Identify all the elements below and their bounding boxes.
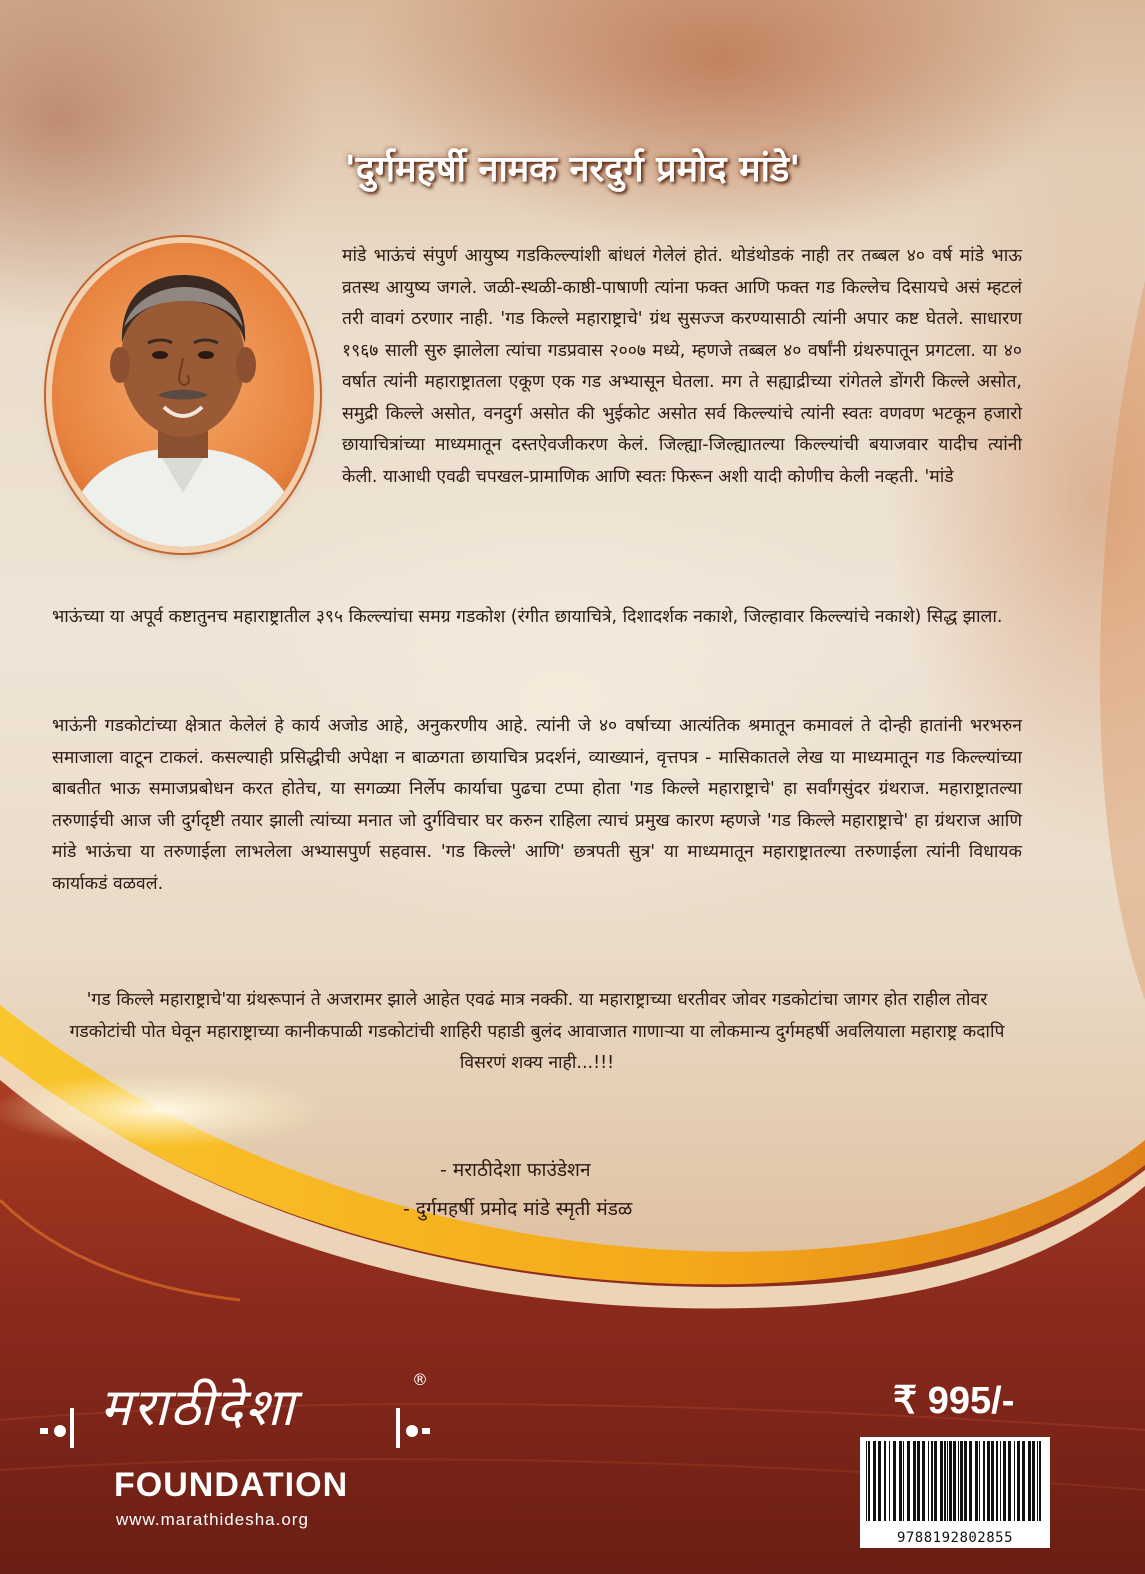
barcode-bar	[934, 1441, 937, 1521]
barcode-bar	[964, 1441, 967, 1521]
barcode-bar	[1008, 1441, 1011, 1521]
website-url[interactable]: www.marathidesha.org	[116, 1510, 309, 1529]
barcode-bars	[860, 1437, 1050, 1527]
barcode-bar	[996, 1441, 998, 1521]
barcode-bar	[940, 1441, 943, 1521]
barcode	[860, 1437, 1050, 1548]
barcode-bar	[958, 1441, 959, 1521]
barcode-bar	[969, 1441, 972, 1521]
barcode-bar	[975, 1441, 978, 1521]
barcode-bar	[1003, 1441, 1006, 1521]
paragraph-intro-continued: भाऊंच्या या अपूर्व कष्टातुनच महाराष्ट्रातील ३९५ किल्ल्यांचा समग्र गडकोश (रंगीत छायाचित्रे, दिशादर्शक नकाशे, जिल्हावार किल्ल्यांचे नकाशे) सिद्ध झाला.	[52, 607, 1003, 627]
isbn-number: 9788192802855	[896, 1530, 1014, 1546]
barcode-bar	[991, 1441, 994, 1521]
barcode-bar	[913, 1441, 916, 1521]
barcode-bar	[922, 1441, 925, 1521]
barcode-bar	[931, 1441, 933, 1521]
paragraph-work: भाऊंनी गडकोटांच्या क्षेत्रात केलेलं हे कार्य अजोड आहे, अनुकरणीय आहे. त्यांनी जे ४० वर्षाच्या आत्यंतिक श्रमातून कमावलं ते दोन्ही हातांनी भरभरुन समाजाला वाटून टाकलं. कसल्याही प्रसिद्धीची अपेक्षा न बाळगता छायाचित्र प्रदर्शनं, व्याख्यानं, वृत्तपत्र - मासिकातले लेख या माध्यमातून गड किल्ल्यांच्या बाबतीत भाऊ समाजप्रबोधन करत होतेच, या सगळ्या निर्लेप कार्याचा पुढचा टप्पा होता 'गड किल्ले महाराष्ट्राचे' हा सर्वांगसुंदर ग्रंथराज. महाराष्ट्रातल्या तरुणाईची आज जी दुर्गदृष्टी तयार झाली त्यांच्या मनात जो दुर्गविचार घर करुन राहिला त्याचं प्रमुख कारण म्हणजे 'गड किल्ले महाराष्ट्राचे' हा ग्रंथराज आणि मांडे भाऊंचा या तरुणाईला लाभलेला अभ्यासपुर्ण सहवास. 'गड किल्ले' आणि' छत्रपती सुत्र' या माध्यमातून महाराष्ट्रातल्या तरुणाईला त्यांनी विधायक कार्याकडं वळवलं.	[52, 716, 1022, 894]
barcode-bar	[979, 1441, 980, 1521]
barcode-bar	[868, 1441, 870, 1521]
barcode-bar	[893, 1441, 896, 1521]
page-title: 'दुर्गमहर्षी नामक नरदुर्ग प्रमोद मांडे'	[344, 149, 801, 190]
barcode-bar	[889, 1441, 890, 1521]
barcode-bar	[960, 1441, 963, 1521]
portrait-photo	[52, 243, 314, 547]
barcode-bar	[1017, 1441, 1020, 1521]
logo-wordmark: मराठीदेशा	[100, 1378, 296, 1438]
barcode-bar	[987, 1441, 990, 1521]
barcode-bar	[899, 1441, 902, 1521]
barcode-bar	[903, 1441, 904, 1521]
barcode-bar	[873, 1441, 876, 1521]
barcode-bar	[1014, 1441, 1015, 1521]
barcode-bar	[907, 1441, 910, 1521]
barcode-bar	[953, 1441, 956, 1521]
registered-mark: ®	[412, 1370, 428, 1389]
barcode-bar	[866, 1441, 867, 1521]
portrait-illustration	[52, 243, 314, 547]
barcode-bar	[1039, 1441, 1041, 1521]
barcode-bar	[983, 1441, 985, 1521]
signature-smruti-mandal: - दुर्गमहर्षी प्रमोद मांडे स्मृती मंडळ	[403, 1198, 633, 1220]
barcode-bar	[1022, 1441, 1025, 1521]
paragraph-intro: मांडे भाऊंचं संपुर्ण आयुष्य गडकिल्ल्यांशी बांधलं गेलेलं होतं. थोडंथोडकं नाही तर तब्बल ४० वर्ष मांडे भाऊ व्रतस्थ आयुष्य जगले. जळी-स्थळी-काष्ठी-पाषाणी त्यांना फक्त आणि फक्त गड किल्लेच दिसायचे असं म्हटलं तरी वावगं ठरणार नाही. 'गड किल्ले महाराष्ट्राचे' ग्रंथ सुसज्ज करण्यासाठी त्यांनी अपार कष्ट घेतले. साधारण १९६७ साली सुरु झालेला त्यांचा गडप्रवास २००७ मध्ये, म्हणजे तब्बल ४० वर्षांनी ग्रंथरुपातून प्रगटला. या ४० वर्षात त्यांनी महाराष्ट्रातला एकूण एक गड अभ्यासून घेतला. मग ते सह्याद्रीच्या रांगेतले डोंगरी किल्ले असोत, समुद्री किल्ले असोत, वनदुर्ग असोत की भुईकोट असोत सर्व किल्ल्यांचे त्यांनी स्वतः वणवण भटकून हजारो छायाचित्रांच्या माध्यमातून दस्तऐवजीकरण केलं. जिल्ह्या-जिल्ह्यातल्या किल्ल्यांची बयाजवार यादीच त्यांनी केली. याआधी एवढी चपखल-प्रामाणिक आणि स्वतः फिरून अशी यादी कोणीच केली नव्हती. 'मांडे	[342, 246, 1022, 487]
barcode-bar	[1032, 1441, 1035, 1521]
paragraph-tribute: 'गड किल्ले महाराष्ट्राचे'या ग्रंथरूपानं ते अजरामर झाले आहेत एवढं मात्र नक्की. या महाराष्ट्राच्या धरतीवर जोवर गडकोटांचा जागर होत राहील तोवर गडकोटांची पोत घेवून महाराष्ट्राच्या कानीकपाळी गडकोटांची शाहिरी पहाडी बुलंद आवाजात गाणाऱ्या या लोकमान्य दुर्गमहर्षी अवलियाला महाराष्ट्र कदापि विसरणं शक्य नाही...!!!	[69, 990, 1005, 1073]
barcode-bar	[1000, 1441, 1001, 1521]
barcode-bar	[949, 1441, 952, 1521]
signature-foundation: - मराठीदेशा फाउंडेशन	[440, 1159, 591, 1181]
barcode-bar	[917, 1441, 920, 1521]
barcode-bar	[928, 1441, 929, 1521]
barcode-bar	[1037, 1441, 1038, 1521]
barcode-bar	[878, 1441, 881, 1521]
logo-foundation-text: FOUNDATION	[114, 1466, 349, 1504]
barcode-bar	[884, 1441, 886, 1521]
price-label: ₹ 995/-	[893, 1380, 1015, 1422]
barcode-bar	[947, 1441, 948, 1521]
barcode-bar	[944, 1441, 946, 1521]
barcode-bar	[1028, 1441, 1031, 1521]
marathidesha-logo	[40, 1370, 440, 1550]
